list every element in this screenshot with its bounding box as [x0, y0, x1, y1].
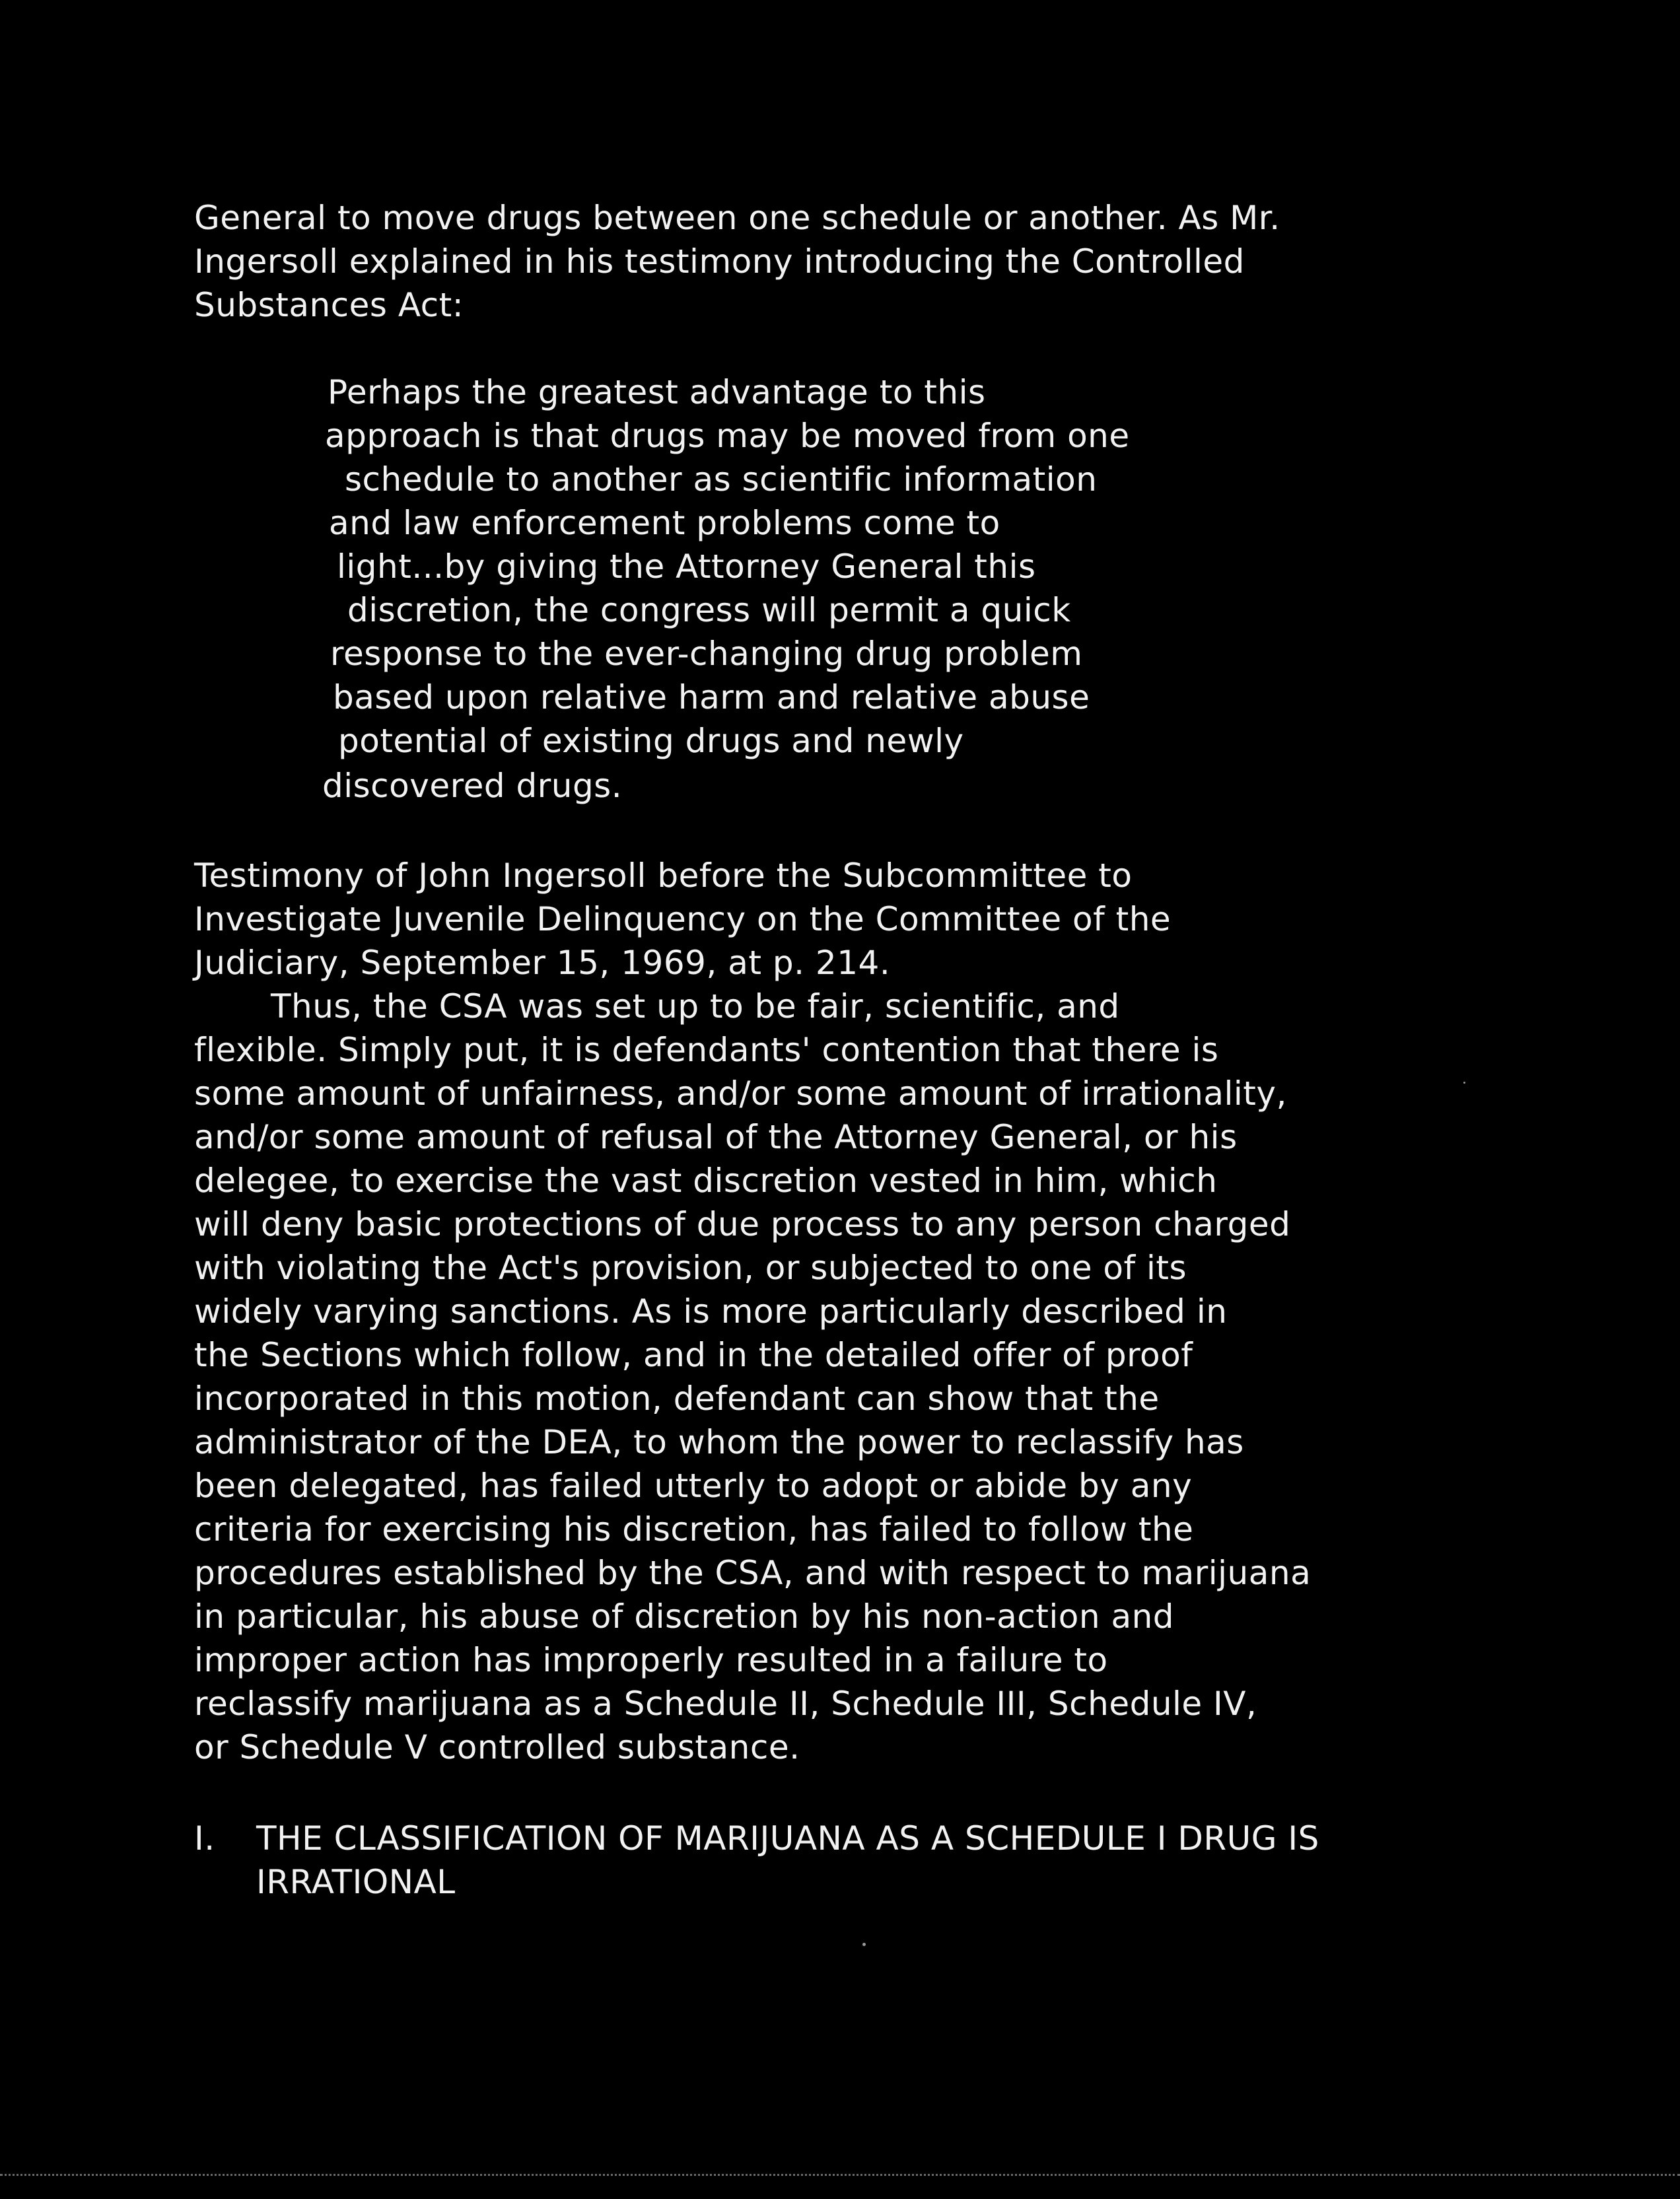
scan-speck [1463, 1082, 1465, 1084]
section-heading-number: I. [194, 1819, 215, 1858]
body-line: administrator of the DEA, to whom the power to reclassify has [194, 1423, 1244, 1461]
body-line: delegee, to exercise the vast discretion vested in him, which [194, 1162, 1218, 1200]
body-line: in particular, his abuse of discretion by his non-action and [194, 1597, 1175, 1636]
body-line: been delegated, has failed utterly to adopt or abide by any [194, 1467, 1193, 1505]
section-heading-line: IRRATIONAL [256, 1863, 456, 1901]
intro-line: Substances Act: [194, 286, 464, 324]
citation-line: Testimony of John Ingersoll before the Subcommittee to [194, 856, 1133, 895]
quote-line: and law enforcement problems come to [329, 504, 1000, 542]
body-line: Thus, the CSA was set up to be fair, scientific, and [271, 987, 1120, 1026]
body-line: some amount of unfairness, and/or some amount of irrationality, [194, 1074, 1287, 1113]
body-line: criteria for exercising his discretion, has failed to follow the [194, 1510, 1194, 1549]
citation-line: Judiciary, September 15, 1969, at p. 214. [194, 944, 891, 982]
body-line: incorporated in this motion, defendant can show that the [194, 1379, 1160, 1418]
quote-line: discovered drugs. [322, 767, 623, 805]
quote-line: approach is that drugs may be moved from one [325, 417, 1130, 455]
quote-line: based upon relative harm and relative abuse [333, 678, 1090, 716]
body-line: with violating the Act's provision, or subjected to one of its [194, 1249, 1187, 1287]
quote-line: potential of existing drugs and newly [338, 722, 964, 760]
body-line: reclassify marijuana as a Schedule II, Schedule III, Schedule IV, [194, 1685, 1257, 1723]
body-line: will deny basic protections of due process to any person charged [194, 1205, 1291, 1243]
quote-line: Perhaps the greatest advantage to this [328, 373, 986, 411]
body-line: and/or some amount of refusal of the Attorney General, or his [194, 1118, 1238, 1156]
citation-line: Investigate Juvenile Delinquency on the Committee of the [194, 900, 1172, 938]
scan-speck [862, 1943, 866, 1946]
body-line: flexible. Simply put, it is defendants' contention that there is [194, 1031, 1219, 1069]
scan-edge-rule [0, 2174, 1680, 2176]
quote-line: schedule to another as scientific information [345, 460, 1098, 499]
body-line: the Sections which follow, and in the detailed offer of proof [194, 1336, 1193, 1374]
body-line: improper action has improperly resulted in a failure to [194, 1641, 1108, 1679]
body-line: widely varying sanctions. As is more particularly described in [194, 1292, 1228, 1331]
quote-line: light...by giving the Attorney General this [337, 547, 1036, 586]
body-line: or Schedule V controlled substance. [194, 1728, 800, 1766]
section-heading-line: THE CLASSIFICATION OF MARIJUANA AS A SCHEDULE I DRUG IS [256, 1819, 1319, 1858]
body-line: procedures established by the CSA, and with respect to marijuana [194, 1554, 1312, 1592]
quote-line: response to the ever-changing drug problem [330, 635, 1083, 673]
intro-line: General to move drugs between one schedule or another. As Mr. [194, 199, 1280, 237]
intro-line: Ingersoll explained in his testimony introducing the Controlled [194, 242, 1245, 281]
quote-line: discretion, the congress will permit a quick [347, 591, 1071, 629]
